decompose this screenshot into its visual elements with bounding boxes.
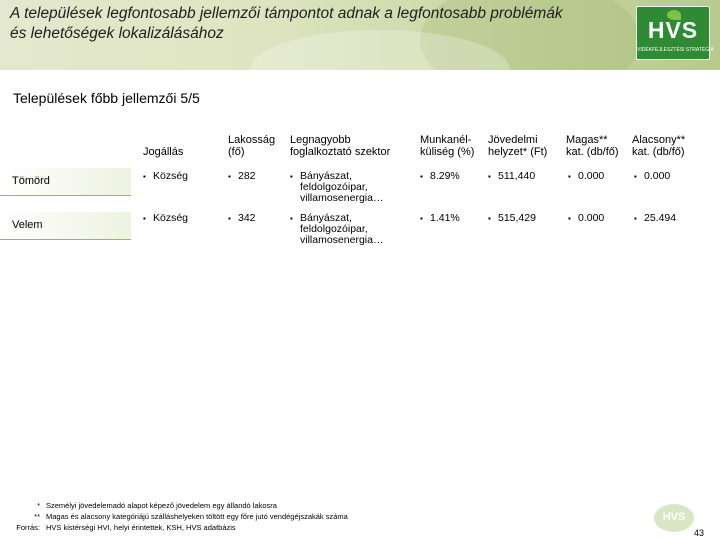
cell-munkanelkuliseg: ▪ 8.29%: [420, 171, 460, 182]
cell-alacsony: ▪ 0.000: [634, 171, 670, 182]
column-header-jogallas: Jogállás: [143, 146, 184, 158]
footnote-mark: **: [34, 512, 40, 521]
column-header-line: (fő): [228, 146, 245, 158]
footer-logo: [654, 504, 694, 532]
column-header-szektor: [290, 134, 390, 158]
cell-jovedelmi: ▪ 515,429: [488, 213, 536, 224]
cell-lakossag: ▪ 342: [228, 213, 256, 224]
cell-szektor: ▪ Bányászat, feldolgozóipar, villamosenergia…: [290, 213, 410, 246]
logo-text: HVS: [647, 17, 699, 43]
column-header-line: Alacsony**: [632, 134, 686, 146]
cell-jovedelmi: ▪ 511,440: [488, 171, 535, 182]
page-title-line-1: A települések legfontosabb jellemzői támpontot adnak a legfontosabb problémák: [10, 5, 563, 22]
column-header-alacsony: [632, 134, 685, 158]
cell-lakossag: ▪ 282: [228, 171, 256, 182]
source-text: HVS kistérségi HVI, helyi érintettek, KSH, HVS adatbázis: [46, 523, 236, 532]
column-header-line: foglalkoztató szektor: [290, 146, 391, 158]
row-label-velem: Velem: [0, 212, 131, 240]
section-title: Települések főbb jellemzői 5/5: [13, 90, 200, 106]
footer-logo-text: HVS: [662, 511, 686, 523]
column-header-magas: [566, 134, 619, 158]
logo-subtitle: VIDÉKFEJLESZTÉSI STRATÉGIA: [637, 47, 714, 53]
cell-szektor: ▪ Bányászat, feldolgozóipar, villamosenergia…: [290, 171, 410, 204]
column-header-line: Jövedelmi: [488, 134, 538, 146]
column-header-jovedelmi: [488, 134, 547, 158]
cell-munkanelkuliseg: ▪ 1.41%: [420, 213, 460, 224]
column-header-line: Legnagyobb: [290, 134, 351, 146]
page-title-line-2: és lehetőségek lokalizálásához: [10, 25, 224, 42]
column-header-line: kat. (db/fő): [632, 146, 685, 158]
page-number: 43: [694, 528, 705, 538]
page-title: [10, 4, 610, 44]
cell-jogallas: ▪ Község: [143, 171, 188, 182]
column-header-line: Magas**: [566, 134, 608, 146]
header-band: [0, 0, 720, 70]
column-header-lakossag: [228, 134, 275, 158]
source-label: Forrás:: [16, 523, 40, 532]
column-header-line: Munkanél-: [420, 134, 472, 146]
column-header-line: kat. (db/fő): [566, 146, 619, 158]
column-header-line: küliség (%): [420, 146, 475, 158]
cell-alacsony: ▪ 25.494: [634, 213, 676, 224]
cell-magas: ▪ 0.000: [568, 213, 604, 224]
cell-magas: ▪ 0.000: [568, 171, 604, 182]
cell-jogallas: ▪ Község: [143, 213, 188, 224]
column-header-line: helyzet* (Ft): [488, 146, 548, 158]
row-label-tomord: Tömörd: [0, 168, 131, 196]
column-header-munkanelkuliseg: [420, 134, 474, 158]
hvs-logo: [636, 6, 714, 60]
footnote-accommodation: Magas és alacsony kategóriájú szálláshelyeken töltött egy főre jutó vendégéjszakák száma: [46, 512, 348, 521]
footnote-income: Személyi jövedelemadó alapot képező jövedelem egy állandó lakosra: [46, 501, 277, 510]
footnote-mark: *: [37, 501, 40, 510]
column-header-line: Lakosság: [228, 134, 276, 146]
